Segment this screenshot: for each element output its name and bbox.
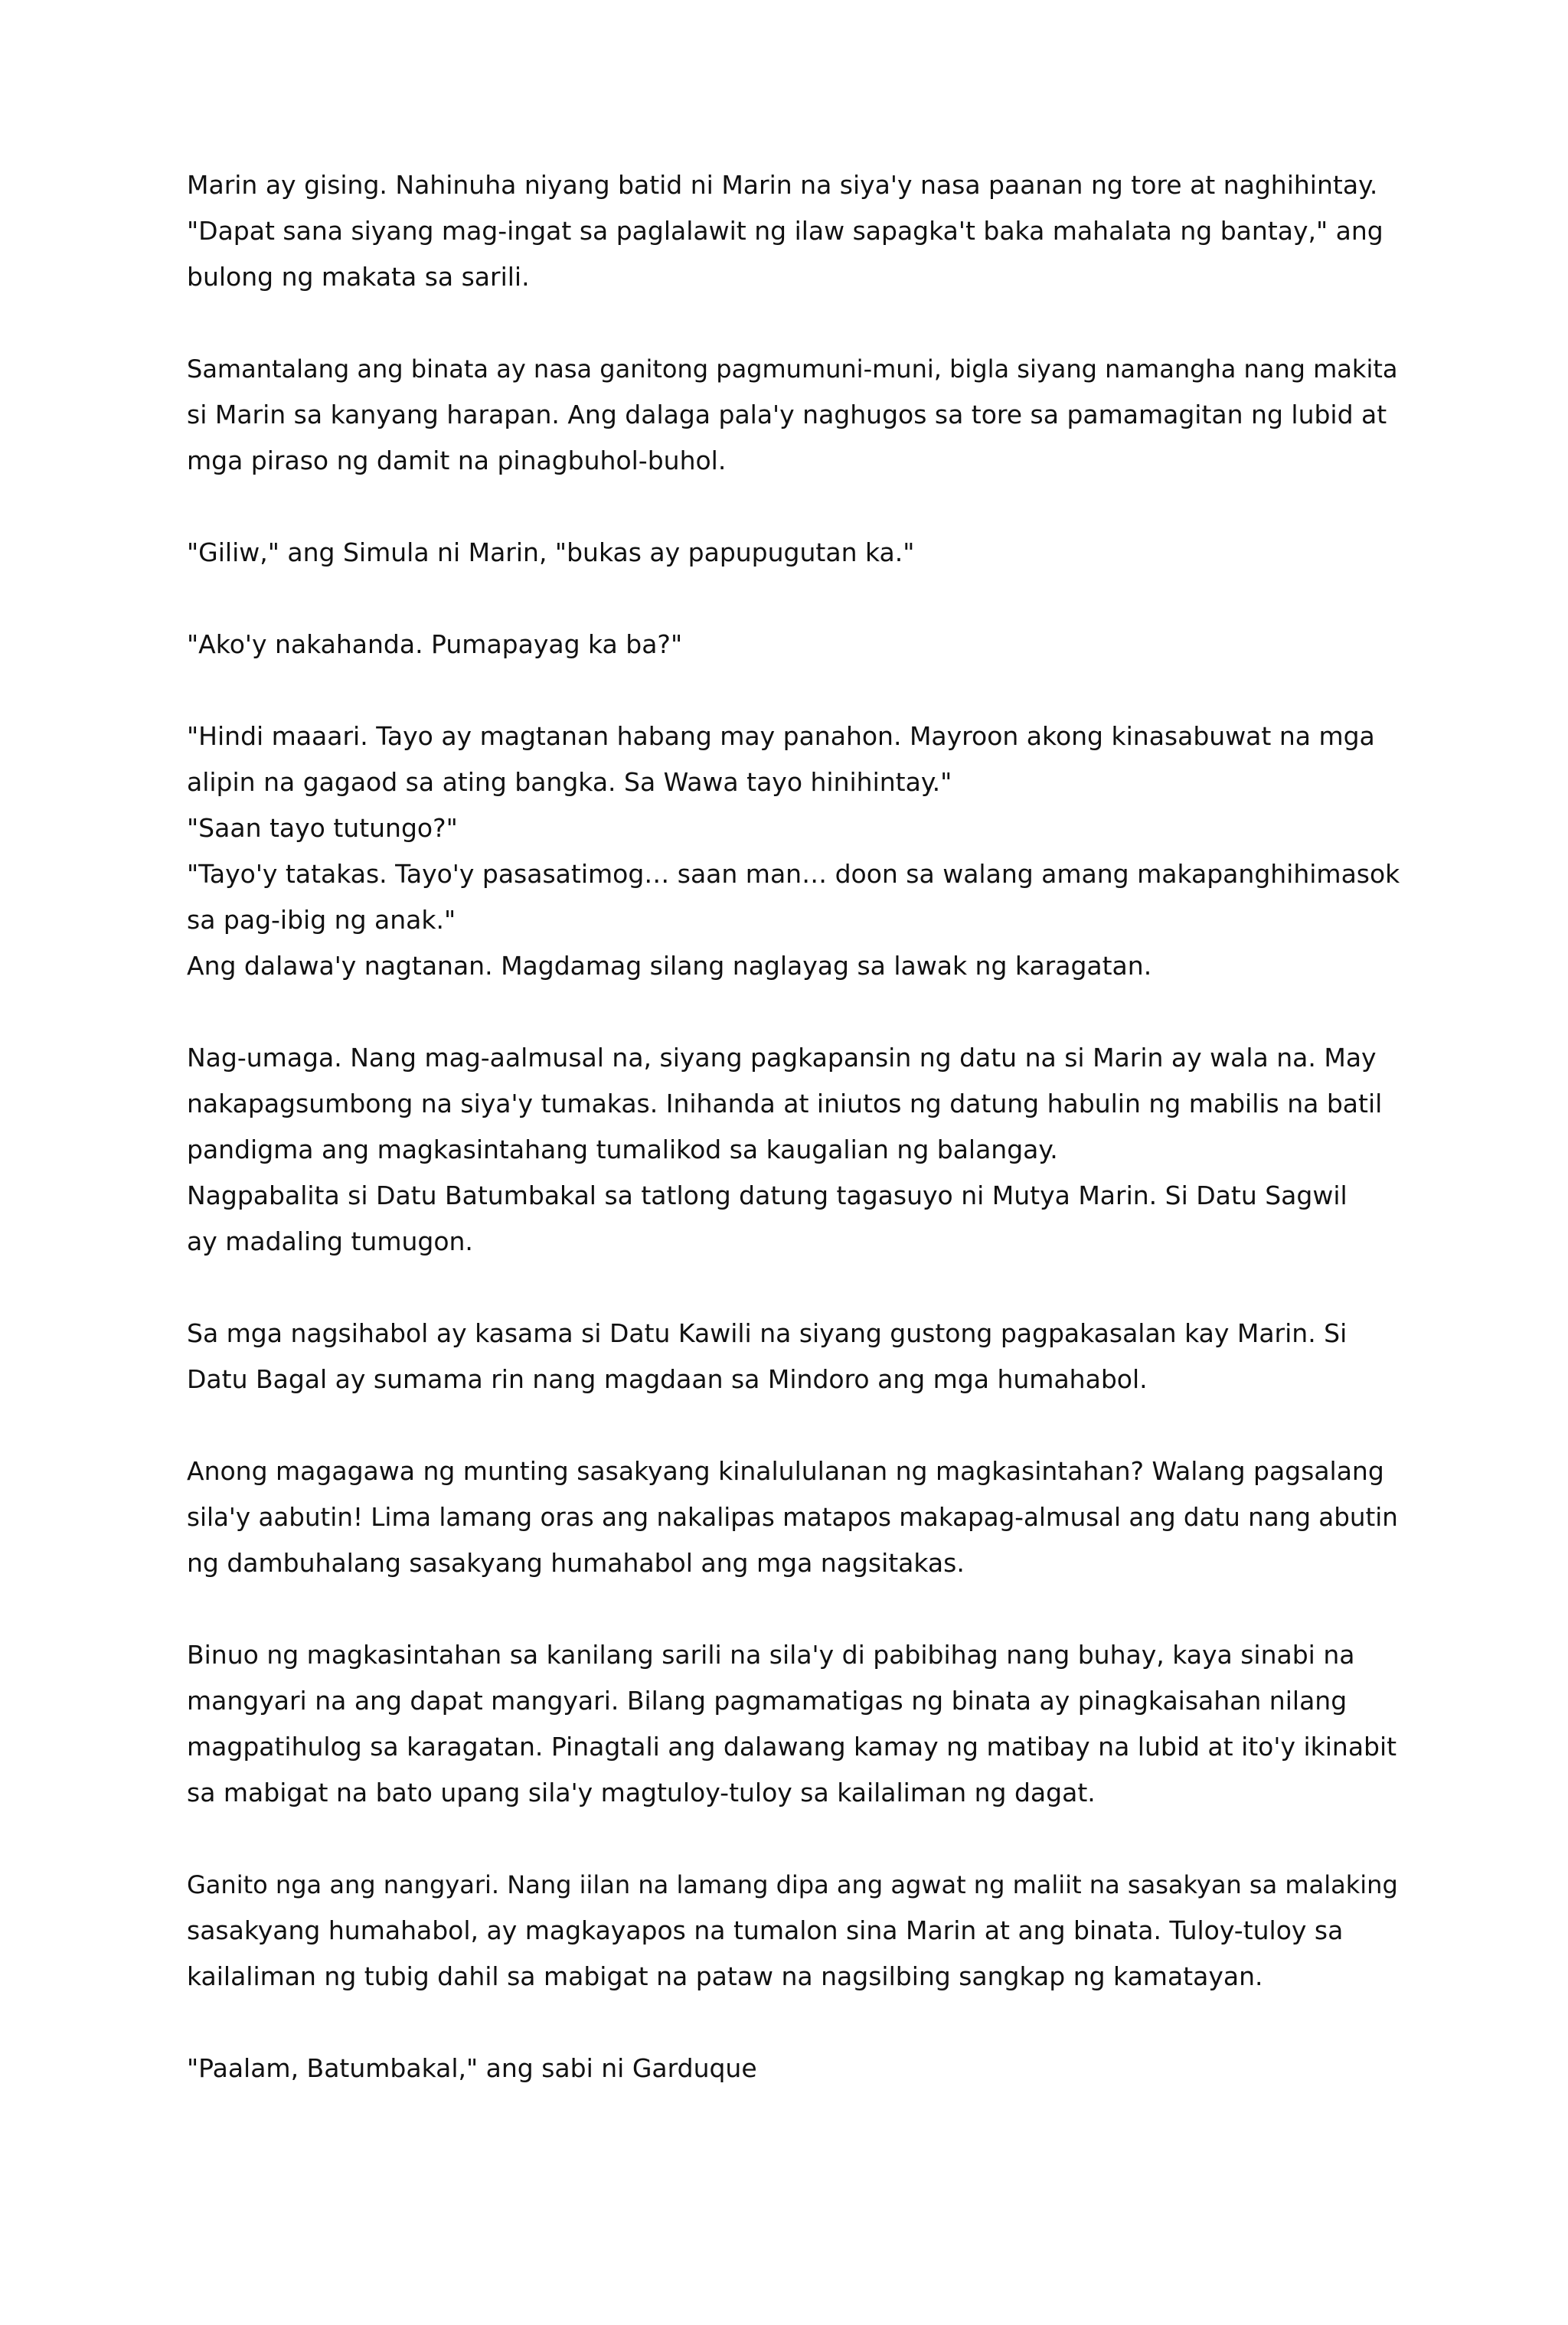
text-line: "Giliw," ang Simula ni Marin, "bukas ay papupugutan ka.": [187, 537, 915, 567]
text-line: nakapagsumbong na siya'y tumakas. Inihanda at iniutos ng datung habulin ng mabilis na batil: [187, 1089, 1383, 1118]
paragraph: [187, 1862, 1404, 2000]
text-line: mga piraso ng damit na pinagbuhol-buhol.: [187, 446, 727, 475]
paragraph: [187, 530, 1404, 576]
text-line: Sa mga nagsihabol ay kasama si Datu Kawili na siyang gustong pagpakasalan kay Marin. Si: [187, 1318, 1348, 1348]
text-line: kailaliman ng tubig dahil sa mabigat na pataw na nagsilbing sangkap ng kamatayan.: [187, 1961, 1263, 1991]
text-line: pandigma ang magkasintahang tumalikod sa kaugalian ng balangay.: [187, 1135, 1058, 1164]
document-body: [187, 162, 1404, 2092]
paragraph: [187, 1035, 1404, 1173]
text-line: "Paalam, Batumbakal," ang sabi ni Garduque: [187, 2053, 757, 2083]
text-line: "Dapat sana siyang mag-ingat sa paglalawit ng ilaw sapagka't baka mahalata ng bantay," ang: [187, 216, 1383, 246]
paragraph: [187, 1173, 1404, 1265]
text-line: Binuo ng magkasintahan sa kanilang sarili na sila'y di pabibihag nang buhay, kaya sinabi na: [187, 1640, 1355, 1670]
text-line: sa pag-ibig ng anak.": [187, 905, 456, 935]
paragraph: [187, 1448, 1404, 1586]
text-line: sasakyang humahabol, ay magkayapos na tumalon sina Marin at ang binata. Tuloy-tuloy sa: [187, 1915, 1344, 1945]
paragraph: [187, 1632, 1404, 1816]
text-line: magpatihulog sa karagatan. Pinagtali ang dalawang kamay ng matibay na lubid at ito'y ikinabit: [187, 1732, 1397, 1762]
text-line: Datu Bagal ay sumama rin nang magdaan sa Mindoro ang mga humahabol.: [187, 1364, 1148, 1394]
text-line: ay madaling tumugon.: [187, 1226, 473, 1256]
paragraph: [187, 162, 1404, 300]
paragraph: [187, 805, 1404, 851]
text-line: sa mabigat na bato upang sila'y magtuloy-tuloy sa kailaliman ng dagat.: [187, 1778, 1096, 1807]
paragraph: [187, 851, 1404, 943]
text-line: Nag-umaga. Nang mag-aalmusal na, siyang pagkapansin ng datu na si Marin ay wala na. May: [187, 1043, 1377, 1073]
text-line: mangyari na ang dapat mangyari. Bilang pagmamatigas ng binata ay pinagkaisahan nilang: [187, 1686, 1348, 1716]
text-line: Samantalang ang binata ay nasa ganitong pagmumuni-muni, bigla siyang namangha nang makita: [187, 354, 1398, 384]
text-line: alipin na gagaod sa ating bangka. Sa Wawa tayo hinihintay.": [187, 767, 952, 797]
text-line: bulong ng makata sa sarili.: [187, 262, 530, 292]
text-line: ng dambuhalang sasakyang humahabol ang mga nagsitakas.: [187, 1548, 965, 1578]
text-line: sila'y aabutin! Lima lamang oras ang nakalipas matapos makapag-almusal ang datu nang abutin: [187, 1503, 1398, 1532]
text-line: "Hindi maaari. Tayo ay magtanan habang may panahon. Mayroon akong kinasabuwat na mga: [187, 721, 1375, 751]
text-line: "Ako'y nakahanda. Pumapayag ka ba?": [187, 629, 683, 659]
text-line: Ganito nga ang nangyari. Nang iilan na lamang dipa ang agwat ng maliit na sasakyan sa malaking: [187, 1870, 1398, 1899]
paragraph: [187, 714, 1404, 805]
text-line: si Marin sa kanyang harapan. Ang dalaga pala'y naghugos sa tore sa pamamagitan ng lubid at: [187, 400, 1387, 429]
paragraph: [187, 1311, 1404, 1403]
paragraph: [187, 346, 1404, 484]
text-line: Anong magagawa ng munting sasakyang kinalululanan ng magkasintahan? Walang pagsalang: [187, 1456, 1384, 1486]
text-line: Marin ay gising. Nahinuha niyang batid ni Marin na siya'y nasa paanan ng tore at naghihintay.: [187, 170, 1378, 200]
text-line: Ang dalawa'y nagtanan. Magdamag silang naglayag sa lawak ng karagatan.: [187, 951, 1152, 981]
text-line: "Saan tayo tutungo?": [187, 813, 458, 843]
paragraph: [187, 943, 1404, 989]
paragraph: [187, 2046, 1404, 2092]
text-line: "Tayo'y tatakas. Tayo'y pasasatimog… saan man… doon sa walang amang makapanghihimasok: [187, 859, 1400, 889]
paragraph: [187, 622, 1404, 668]
text-line: Nagpabalita si Datu Batumbakal sa tatlong datung tagasuyo ni Mutya Marin. Si Datu Sagwil: [187, 1180, 1348, 1210]
